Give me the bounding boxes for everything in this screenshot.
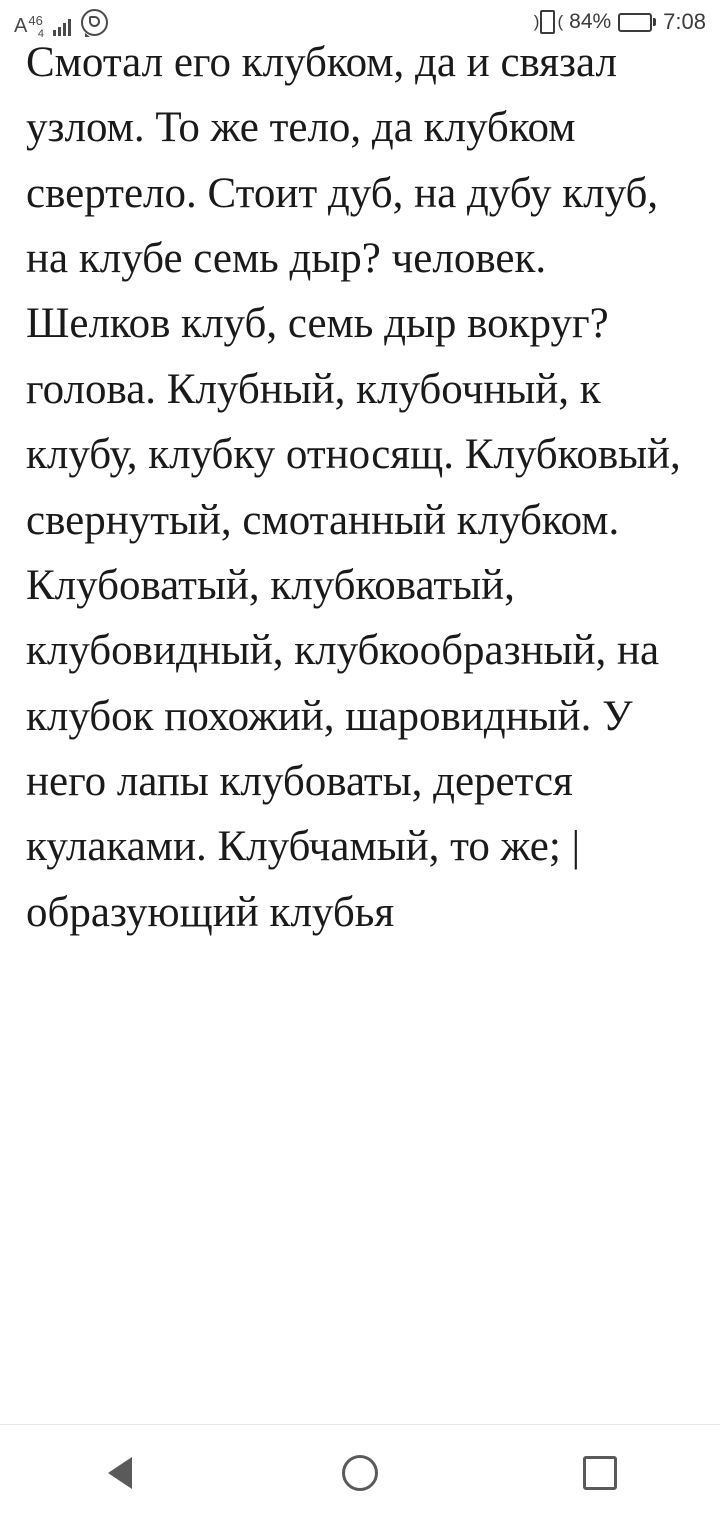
back-triangle-icon: [108, 1457, 132, 1489]
page-content[interactable]: [0, 44, 720, 1425]
sim-network-type: 46: [28, 12, 43, 28]
status-bar-left: [14, 9, 108, 40]
back-button[interactable]: [60, 1438, 180, 1508]
recents-square-icon: [583, 1456, 617, 1490]
whatsapp-icon: [81, 9, 108, 36]
battery-percent-label: 84%: [569, 10, 612, 33]
navigation-bar: [0, 1424, 720, 1520]
sim-letter: A: [14, 14, 28, 37]
home-button[interactable]: [300, 1438, 420, 1508]
recents-button[interactable]: [540, 1438, 660, 1508]
home-circle-icon: [342, 1455, 378, 1491]
signal-bars-icon: [53, 16, 71, 36]
vibrate-icon: ) (: [534, 10, 562, 34]
clock-label: 7:08: [663, 9, 706, 34]
article-text: Смотал его клубком, да и связал узлом. То же тело, да клубком свертело. Стоит дуб, на дубу клуб, на клубе семь дыр? человек. Шелков клуб, семь дыр вокруг? голова. Клубный, клубочный, к клубу, клубку относящ. Клубковый, свернутый, смотанный клубком. Клубоватый, клубковатый, клубовидный, клубкообразный, на клубок похожий, шаровидный. У него лапы клубоваты, дерется кулаками. Клубчамый, то же; | образующий клубья: [26, 44, 681, 936]
status-bar: [0, 0, 720, 44]
battery-icon: [618, 13, 656, 32]
status-bar-right: [534, 9, 706, 35]
sim-slot-indicator: 4: [37, 27, 44, 40]
